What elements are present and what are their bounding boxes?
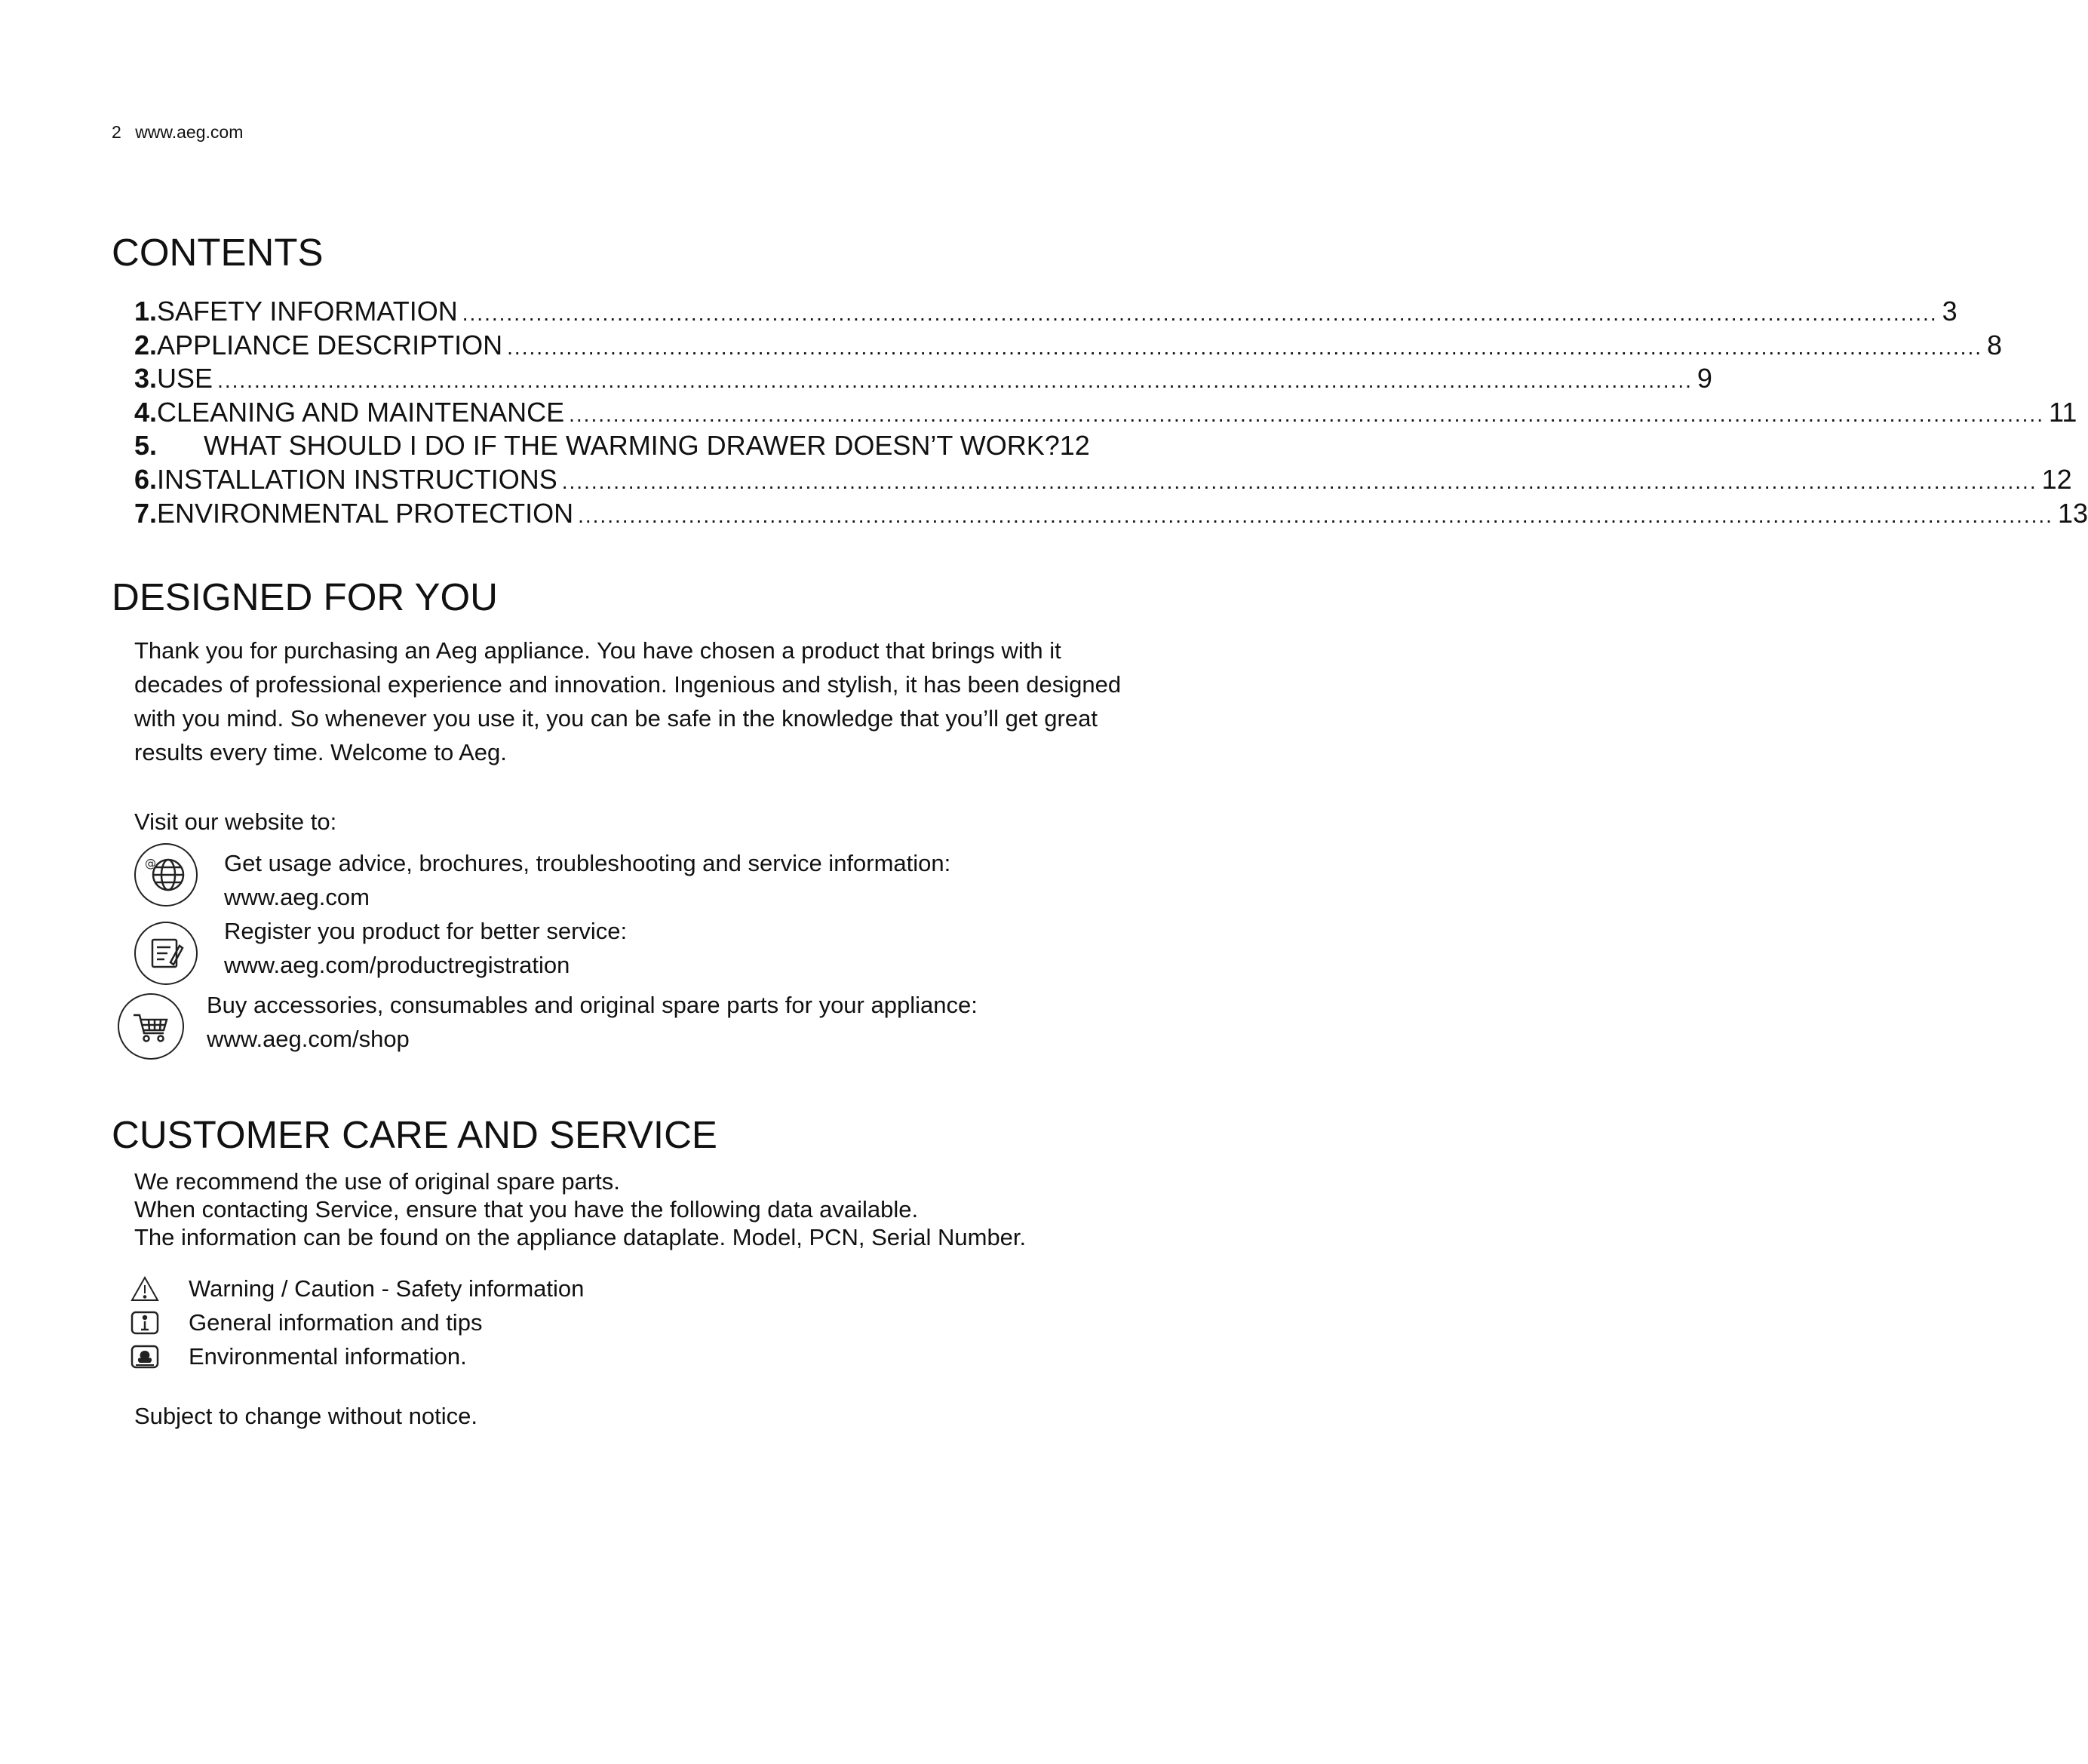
- toc-entry-page: 8: [1987, 329, 2003, 360]
- toc-entry-page: 9: [1696, 363, 1712, 394]
- toc-leader: ........................................................................................................................................................................................................: [462, 302, 1938, 325]
- toc-entry[interactable]: [134, 430, 1124, 464]
- toc-entry-title: APPLIANCE DESCRIPTION: [157, 329, 503, 360]
- designed-paragraph: Thank you for purchasing an Aeg appliance. You have chosen a product that brings with it decades of professional experience and innovation. Ingenious and stylish, it has been designed with you mind. So whenever you use it, you can be safe in the knowledge that you’ll get great results every time. Welcome to Aeg.: [134, 637, 1122, 765]
- visit-label: Visit our website to:: [134, 808, 337, 835]
- toc-entry-number: 3.: [134, 363, 158, 394]
- toc-entry-title: ENVIRONMENTAL PROTECTION: [157, 497, 574, 529]
- toc-entry-number: 6.: [134, 463, 158, 495]
- link-item: [224, 846, 950, 914]
- toc-entry-page: 13: [2057, 497, 2088, 529]
- contents-title: CONTENTS: [112, 231, 324, 274]
- customer-care-text: [134, 1167, 1153, 1251]
- customer-care-title: CUSTOMER CARE AND SERVICE: [112, 1113, 717, 1156]
- toc-leader: ........................................................................................................................................................................................................: [507, 335, 1982, 359]
- link-url[interactable]: www.aeg.com: [224, 884, 370, 910]
- toc-entry-page: 11: [2048, 396, 2077, 428]
- care-line: When contacting Service, ensure that you have the following data available.: [134, 1196, 919, 1223]
- link-description: Register you product for better service:: [224, 918, 628, 944]
- toc-leader: ........................................................................................................................................................................................................: [561, 469, 2037, 493]
- toc-leader: ........................................................................................................................................................................................................: [217, 369, 1693, 393]
- toc-entry-title: CLEANING AND MAINTENANCE: [157, 396, 565, 428]
- toc-entry-title: SAFETY INFORMATION: [157, 296, 458, 327]
- svg-text:@: @: [145, 857, 156, 870]
- legend-text: Environmental information.: [189, 1342, 467, 1370]
- toc-entry-page: 12: [2041, 463, 2072, 495]
- link-url[interactable]: www.aeg.com/productregistration: [224, 952, 570, 978]
- toc-entry-page: 12: [1059, 430, 1090, 462]
- environment-icon: [130, 1343, 189, 1370]
- toc-entry[interactable]: [134, 363, 1712, 397]
- page-number: 2: [112, 122, 121, 142]
- toc-entry[interactable]: [134, 396, 2077, 431]
- toc-entry-number: 7.: [134, 497, 158, 529]
- toc-entry-number: 1.: [134, 296, 158, 327]
- page-header: [112, 122, 243, 143]
- toc-entry-number: 2.: [134, 329, 158, 360]
- toc-entry-title: USE: [157, 363, 213, 394]
- toc-entry[interactable]: [134, 329, 2003, 364]
- toc-entry[interactable]: [134, 296, 1958, 330]
- warning-icon: [130, 1275, 189, 1302]
- toc-entry[interactable]: [134, 497, 2088, 532]
- care-line: The information can be found on the appliance dataplate. Model, PCN, Serial Number.: [134, 1224, 1027, 1250]
- link-item: [224, 914, 627, 982]
- symbol-legend: [130, 1272, 584, 1373]
- info-icon: [130, 1309, 189, 1336]
- link-url[interactable]: www.aeg.com/shop: [207, 1026, 410, 1052]
- link-description: Get usage advice, brochures, troubleshooting and service information:: [224, 850, 951, 876]
- legend-item: [130, 1272, 584, 1305]
- toc-entry-title: WHAT SHOULD I DO IF THE WARMING DRAWER DOESN’T WORK?: [204, 430, 1060, 462]
- legend-text: General information and tips: [189, 1308, 483, 1336]
- toc-entry-title: INSTALLATION INSTRUCTIONS: [157, 463, 557, 495]
- toc-leader: ........................................................................................................................................................................................................: [569, 402, 2044, 426]
- register-icon: [134, 922, 198, 985]
- link-description: Buy accessories, consumables and original spare parts for your appliance:: [207, 992, 978, 1018]
- table-of-contents: [134, 296, 2088, 531]
- legend-item: [130, 1339, 584, 1373]
- toc-entry-page: 3: [1942, 296, 1958, 327]
- legend-text: Warning / Caution - Safety information: [189, 1275, 585, 1302]
- toc-entry[interactable]: [134, 463, 2072, 498]
- notice-text: Subject to change without notice.: [134, 1403, 477, 1429]
- link-item: [207, 988, 978, 1056]
- care-line: We recommend the use of original spare parts.: [134, 1168, 620, 1195]
- designed-for-you-title: DESIGNED FOR YOU: [112, 575, 498, 618]
- toc-leader: ........................................................................................................................................................................................................: [578, 503, 2053, 527]
- shopping-cart-icon: [118, 993, 184, 1060]
- legend-item: [130, 1305, 584, 1339]
- header-site-link[interactable]: www.aeg.com: [135, 122, 244, 142]
- toc-entry-number: 5.: [134, 430, 158, 462]
- globe-icon: [134, 843, 198, 907]
- toc-entry-number: 4.: [134, 396, 158, 428]
